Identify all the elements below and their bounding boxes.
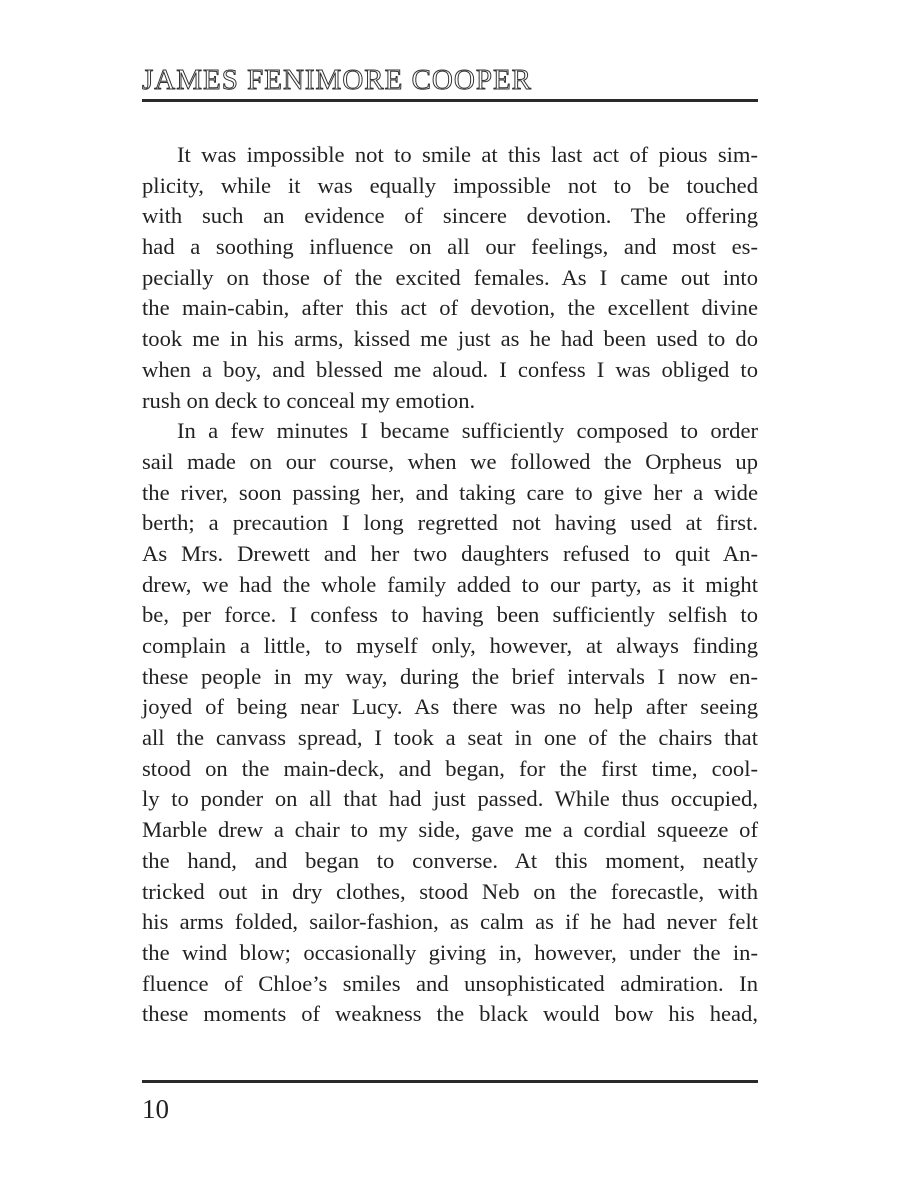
text-line: these moments of weakness the black would bow his head, (142, 1001, 758, 1027)
text-line: all the canvass spread, I took a seat in one of the chairs that (142, 725, 758, 751)
text-line: It was impossible not to smile at this last act of pious sim- (177, 142, 758, 167)
text-line: when a boy, and blessed me aloud. I confess I was obliged to (142, 356, 758, 382)
text-line: the wind blow; occasionally giving in, however, under the in- (142, 939, 758, 965)
running-head: JAMES FENIMORE COOPER (142, 64, 532, 96)
text-line: these people in my way, during the brief intervals I now en- (142, 663, 758, 689)
page-number: 10 (142, 1094, 169, 1124)
text-line: sail made on our course, when we followed the Orpheus up (142, 448, 758, 474)
text-line: plicity, while it was equally impossible not to be touched (142, 172, 758, 198)
text-line: stood on the main-deck, and began, for the first time, cool- (142, 755, 758, 781)
text-line: As Mrs. Drewett and her two daughters refused to quit An- (142, 540, 758, 566)
paragraph (142, 140, 758, 416)
text-line: Marble drew a chair to my side, gave me a cordial squeeze of (142, 817, 758, 843)
text-line: with such an evidence of sincere devotion. The offering (142, 203, 758, 229)
body-text (142, 140, 758, 1030)
text-line: berth; a precaution I long regretted not having used at first. (142, 510, 758, 536)
header-rule (142, 99, 758, 102)
footer-rule (142, 1080, 758, 1083)
text-line: his arms folded, sailor-fashion, as calm as if he had never felt (142, 909, 758, 935)
text-line: joyed of being near Lucy. As there was no help after seeing (142, 694, 758, 720)
text-line: In a few minutes I became sufficiently composed to order (177, 418, 758, 444)
text-line: be, per force. I confess to having been sufficiently selfish to (142, 602, 758, 628)
text-line: took me in his arms, kissed me just as he had been used to do (142, 326, 758, 352)
text-line: had a soothing influence on all our feelings, and most es- (142, 234, 758, 260)
paragraph (142, 416, 758, 1030)
text-line: the hand, and began to converse. At this moment, neatly (142, 847, 758, 873)
text-line: the river, soon passing her, and taking care to give her a wide (142, 479, 758, 505)
text-line: fluence of Chloe’s smiles and unsophisticated admiration. In (142, 970, 758, 996)
text-line: rush on deck to conceal my emotion. (142, 387, 476, 413)
text-line: the main-cabin, after this act of devotion, the excellent divine (142, 295, 758, 321)
text-line: ly to ponder on all that had just passed. While thus occupied, (142, 786, 758, 812)
text-line: pecially on those of the excited females. As I came out into (142, 264, 758, 290)
text-line: drew, we had the whole family added to our party, as it might (142, 571, 758, 597)
text-line: tricked out in dry clothes, stood Neb on the forecastle, with (142, 878, 758, 904)
text-line: complain a little, to myself only, however, at always finding (142, 633, 758, 658)
